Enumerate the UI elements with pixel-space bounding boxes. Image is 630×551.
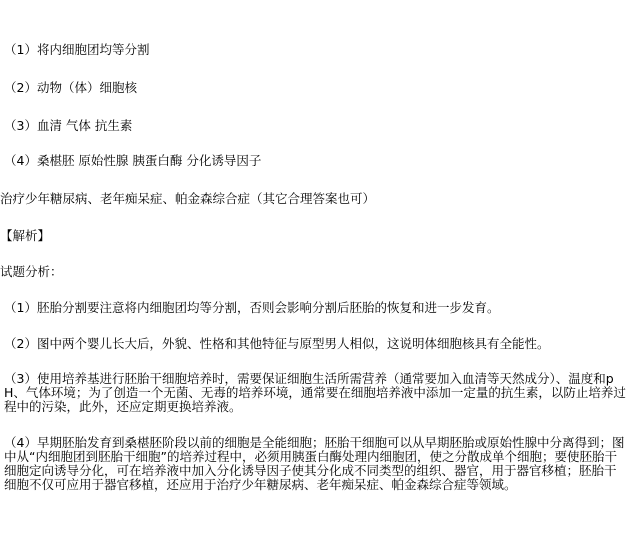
- analysis-intro: 试题分析：: [0, 264, 63, 279]
- answer-5: 治疗少年糖尿病、老年痴呆症、帕金森综合症（其它合理答案也可）: [0, 191, 376, 206]
- answer-2: （2）动物（体）细胞核: [4, 80, 137, 95]
- answer-3: （3）血清 气体 抗生素: [4, 118, 133, 133]
- analysis-paragraph-2: （2）图中两个婴儿长大后，外貌、性格和其他特征与原型男人相似，这说明体细胞核具有全能性。: [4, 336, 550, 351]
- answer-4: （4）桑椹胚 原始性腺 胰蛋白酶 分化诱导因子: [4, 153, 262, 168]
- analysis-paragraph-1: （1）胚胎分割要注意将内细胞团均等分割，否则会影响分割后胚胎的恢复和进一步发育。: [4, 300, 500, 315]
- answer-1: （1）将内细胞团均等分割: [4, 42, 150, 57]
- analysis-paragraph-4: （4）早期胚胎发育到桑椹胚阶段以前的细胞是全能细胞；胚胎干细胞可以从早期胚胎或原始性腺中分离得到；图中从“内细胞团到胚胎干细胞”的培养过程中，必须用胰蛋白酶处理内细胞团，使之分散成单个细胞；要使胚胎干细胞定向诱导分化，可在培养液中加入分化诱导因子使其分化成不同类型的组织、器官，用于器官移植；胚胎干细胞不仅可应用于器官移植，还应用于治疗少年糖尿病、老年痴呆症、帕金森综合症等领域。: [4, 435, 625, 492]
- analysis-heading: 【解析】: [0, 228, 51, 243]
- analysis-paragraph-3: （3）使用培养基进行胚胎干细胞培养时，需要保证细胞生活所需营养（通常要加入血清等天然成分）、温度和pH、气体环境；为了创造一个无菌、无毒的培养环境，通常要在细胞培养液中添加一定量的抗生素，以防止培养过程中的污染，此外，还应定期更换培养液。: [4, 371, 626, 414]
